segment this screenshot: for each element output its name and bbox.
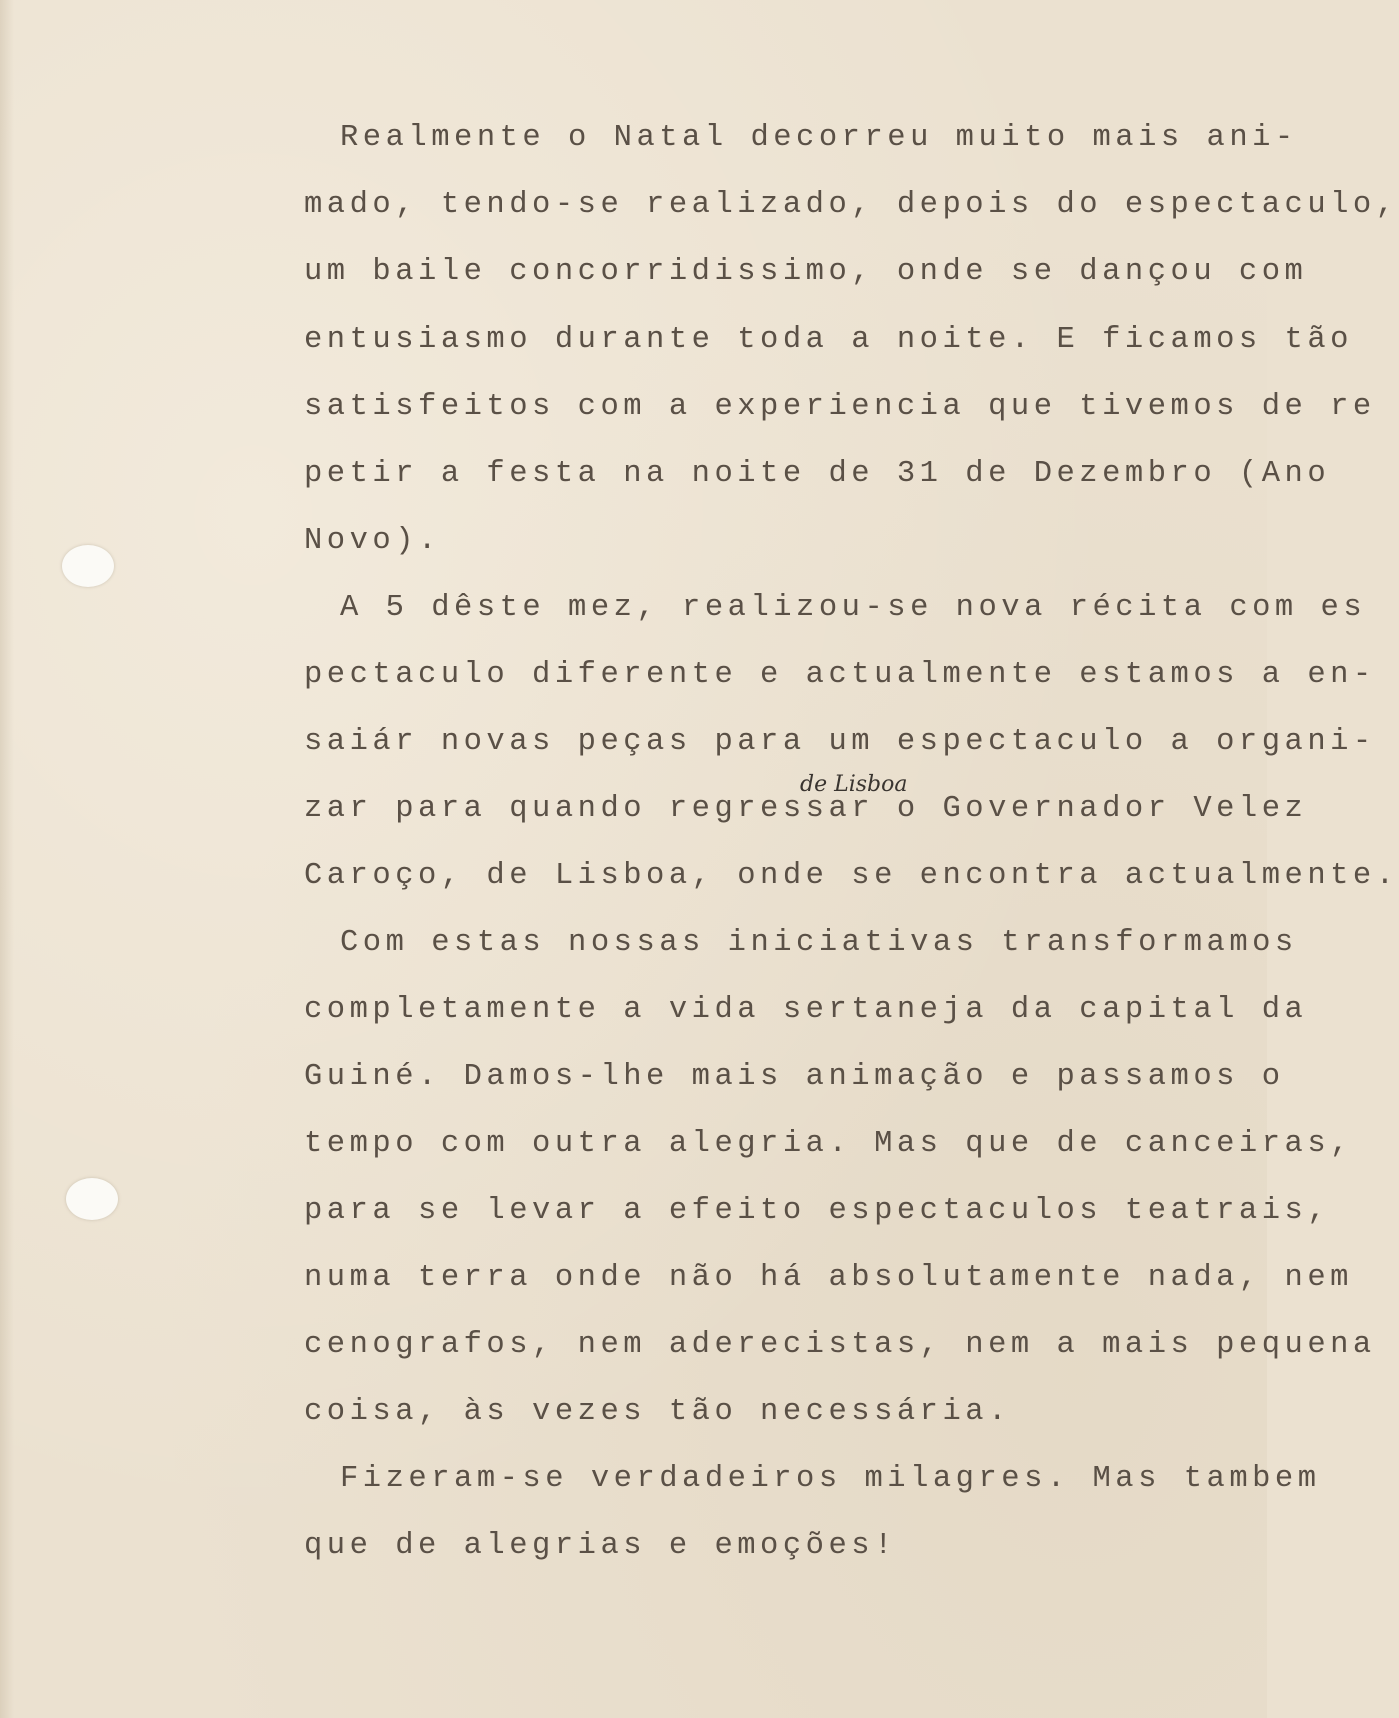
page-edge-shadow xyxy=(0,0,14,1718)
text-line: para se levar a efeito espectaculos teatrais, xyxy=(304,1194,1331,1228)
text-line: Caroço, de Lisboa, onde se encontra actualmente. xyxy=(304,859,1399,893)
text-line: A 5 dêste mez, realizou-se nova récita com es xyxy=(340,591,1367,625)
text-line: pectaculo diferente e actualmente estamos a en- xyxy=(304,658,1376,692)
text-line: satisfeitos com a experiencia que tivemos de re xyxy=(304,390,1376,424)
text-line: zar para quando regressar o Governador Velez xyxy=(304,792,1308,826)
punch-hole-top xyxy=(62,545,114,587)
text-line: mado, tendo-se realizado, depois do espectaculo, xyxy=(304,188,1399,222)
text-line: Novo). xyxy=(304,524,441,558)
text-line: coisa, às vezes tão necessária. xyxy=(304,1395,1011,1429)
text-line: Com estas nossas iniciativas transformamos xyxy=(340,926,1298,960)
text-line: que de alegrias e emoções! xyxy=(304,1529,897,1563)
text-line: entusiasmo durante toda a noite. E ficamos tão xyxy=(304,323,1353,357)
text-line: numa terra onde não há absolutamente nada, nem xyxy=(304,1261,1353,1295)
text-line: Fizeram-se verdadeiros milagres. Mas tambem xyxy=(340,1462,1321,1496)
handwritten-annotation: de Lisboa xyxy=(800,772,908,797)
text-line: tempo com outra alegria. Mas que de canceiras, xyxy=(304,1127,1353,1161)
text-line: petir a festa na noite de 31 de Dezembro (Ano xyxy=(304,457,1331,491)
text-line: um baile concorridissimo, onde se dançou com xyxy=(304,255,1308,289)
text-line: completamente a vida sertaneja da capital da xyxy=(304,993,1308,1027)
text-line: Realmente o Natal decorreu muito mais ani- xyxy=(340,121,1298,155)
text-line: Guiné. Damos-lhe mais animação e passamos o xyxy=(304,1060,1285,1094)
text-line: cenografos, nem aderecistas, nem a mais pequena xyxy=(304,1328,1376,1362)
punch-hole-bottom xyxy=(66,1178,118,1220)
text-line: saiár novas peças para um espectaculo a organi- xyxy=(304,725,1376,759)
